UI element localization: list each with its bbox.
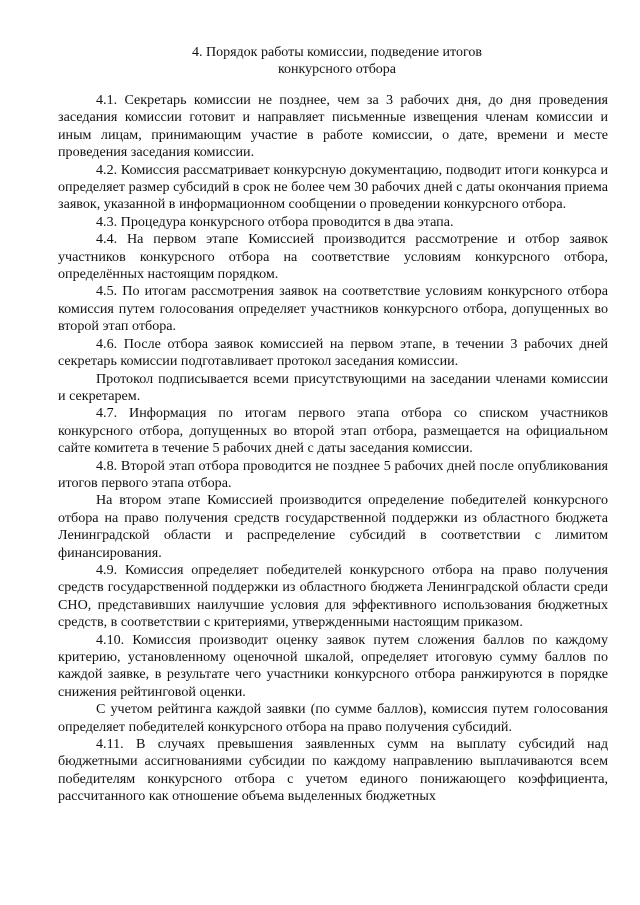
section-title-line-2: конкурсного отбора — [277, 62, 397, 77]
paragraph-4-10: 4.10. Комиссия производит оценку заявок путем сложения баллов по каждому критерию, установленному оценочной шкалой, определяет итоговую сумму баллов по каждой заявке, в результате чего участники конкурсного отбора ранжируются в порядке снижения рейтинговой оценки. — [58, 631, 608, 700]
paragraph-4-1: 4.1. Секретарь комиссии не позднее, чем за 3 рабочих дня, до дня проведения заседания комиссии готовит и направляет письменные извещения членам комиссии и иным лицам, принимающим участие в работе комиссии, о дате, времени и месте проведения заседания комиссии. — [58, 92, 608, 161]
paragraph-4-11: 4.11. В случаях превышения заявленных сумм на выплату субсидий над бюджетными ассигнованиями субсидии по каждому направлению выплачиваются всем победителям конкурсного отбора с учетом единого понижающего коэффициента, рассчитанного как отношение объема выделенных бюджетных — [58, 736, 608, 805]
section-body — [58, 92, 608, 806]
paragraph-4-2: 4.2. Комиссия рассматривает конкурсную документацию, подводит итоги конкурса и определяет размер субсидий в срок не более чем 30 рабочих дней с даты окончания приема заявок, указанной в информационном сообщении о проведении конкурсного отбора. — [58, 161, 608, 213]
paragraph-second-stage: На втором этапе Комиссией производится определение победителей конкурсного отбора на право получения средств государственной поддержки из областного бюджета Ленинградской области и распределение субсидий в соответствии с лимитом финансирования. — [58, 492, 608, 561]
section-title — [58, 44, 608, 78]
paragraph-4-7: 4.7. Информация по итогам первого этапа отбора со списком участников конкурсного отбора, допущенных во второй этап отбора, размещается на официальном сайте комитета в течение 5 рабочих дней с даты заседания комиссии. — [58, 405, 608, 457]
paragraph-protocol: Протокол подписывается всеми присутствующими на заседании членами комиссии и секретарем. — [58, 370, 608, 404]
paragraph-4-4: 4.4. На первом этапе Комиссией производится рассмотрение и отбор заявок участников конкурсного отбора на соответствие условиям конкурсного отбора, определённых настоящим порядком. — [58, 231, 608, 283]
paragraph-4-3: 4.3. Процедура конкурсного отбора проводится в два этапа. — [96, 213, 454, 230]
section-title-line-1: 4. Порядок работы комиссии, подведение итогов — [192, 45, 482, 60]
paragraph-4-9: 4.9. Комиссия определяет победителей конкурсного отбора на право получения средств государственной поддержки из областного бюджета Ленинградской области среди СНО, представивших наилучшие условия для эффективного использования бюджетных средств, в соответствии с критериями, утвержденными настоящим приказом. — [58, 561, 608, 631]
paragraph-4-5: 4.5. По итогам рассмотрения заявок на соответствие условиям конкурсного отбора комиссия путем голосования определяет участников конкурсного отбора, допущенных во второй этап отбора. — [58, 283, 608, 335]
paragraph-4-6: 4.6. После отбора заявок комиссией на первом этапе, в течении 3 рабочих дней секретарь комиссии подготавливает протокол заседания комиссии. — [58, 335, 608, 370]
paragraph-4-8: 4.8. Второй этап отбора проводится не позднее 5 рабочих дней после опубликования итогов первого этапа отбора. — [58, 457, 608, 491]
paragraph-rating: С учетом рейтинга каждой заявки (по сумме баллов), комиссия путем голосования определяет победителей конкурсного отбора на право получения субсидий. — [58, 701, 608, 735]
